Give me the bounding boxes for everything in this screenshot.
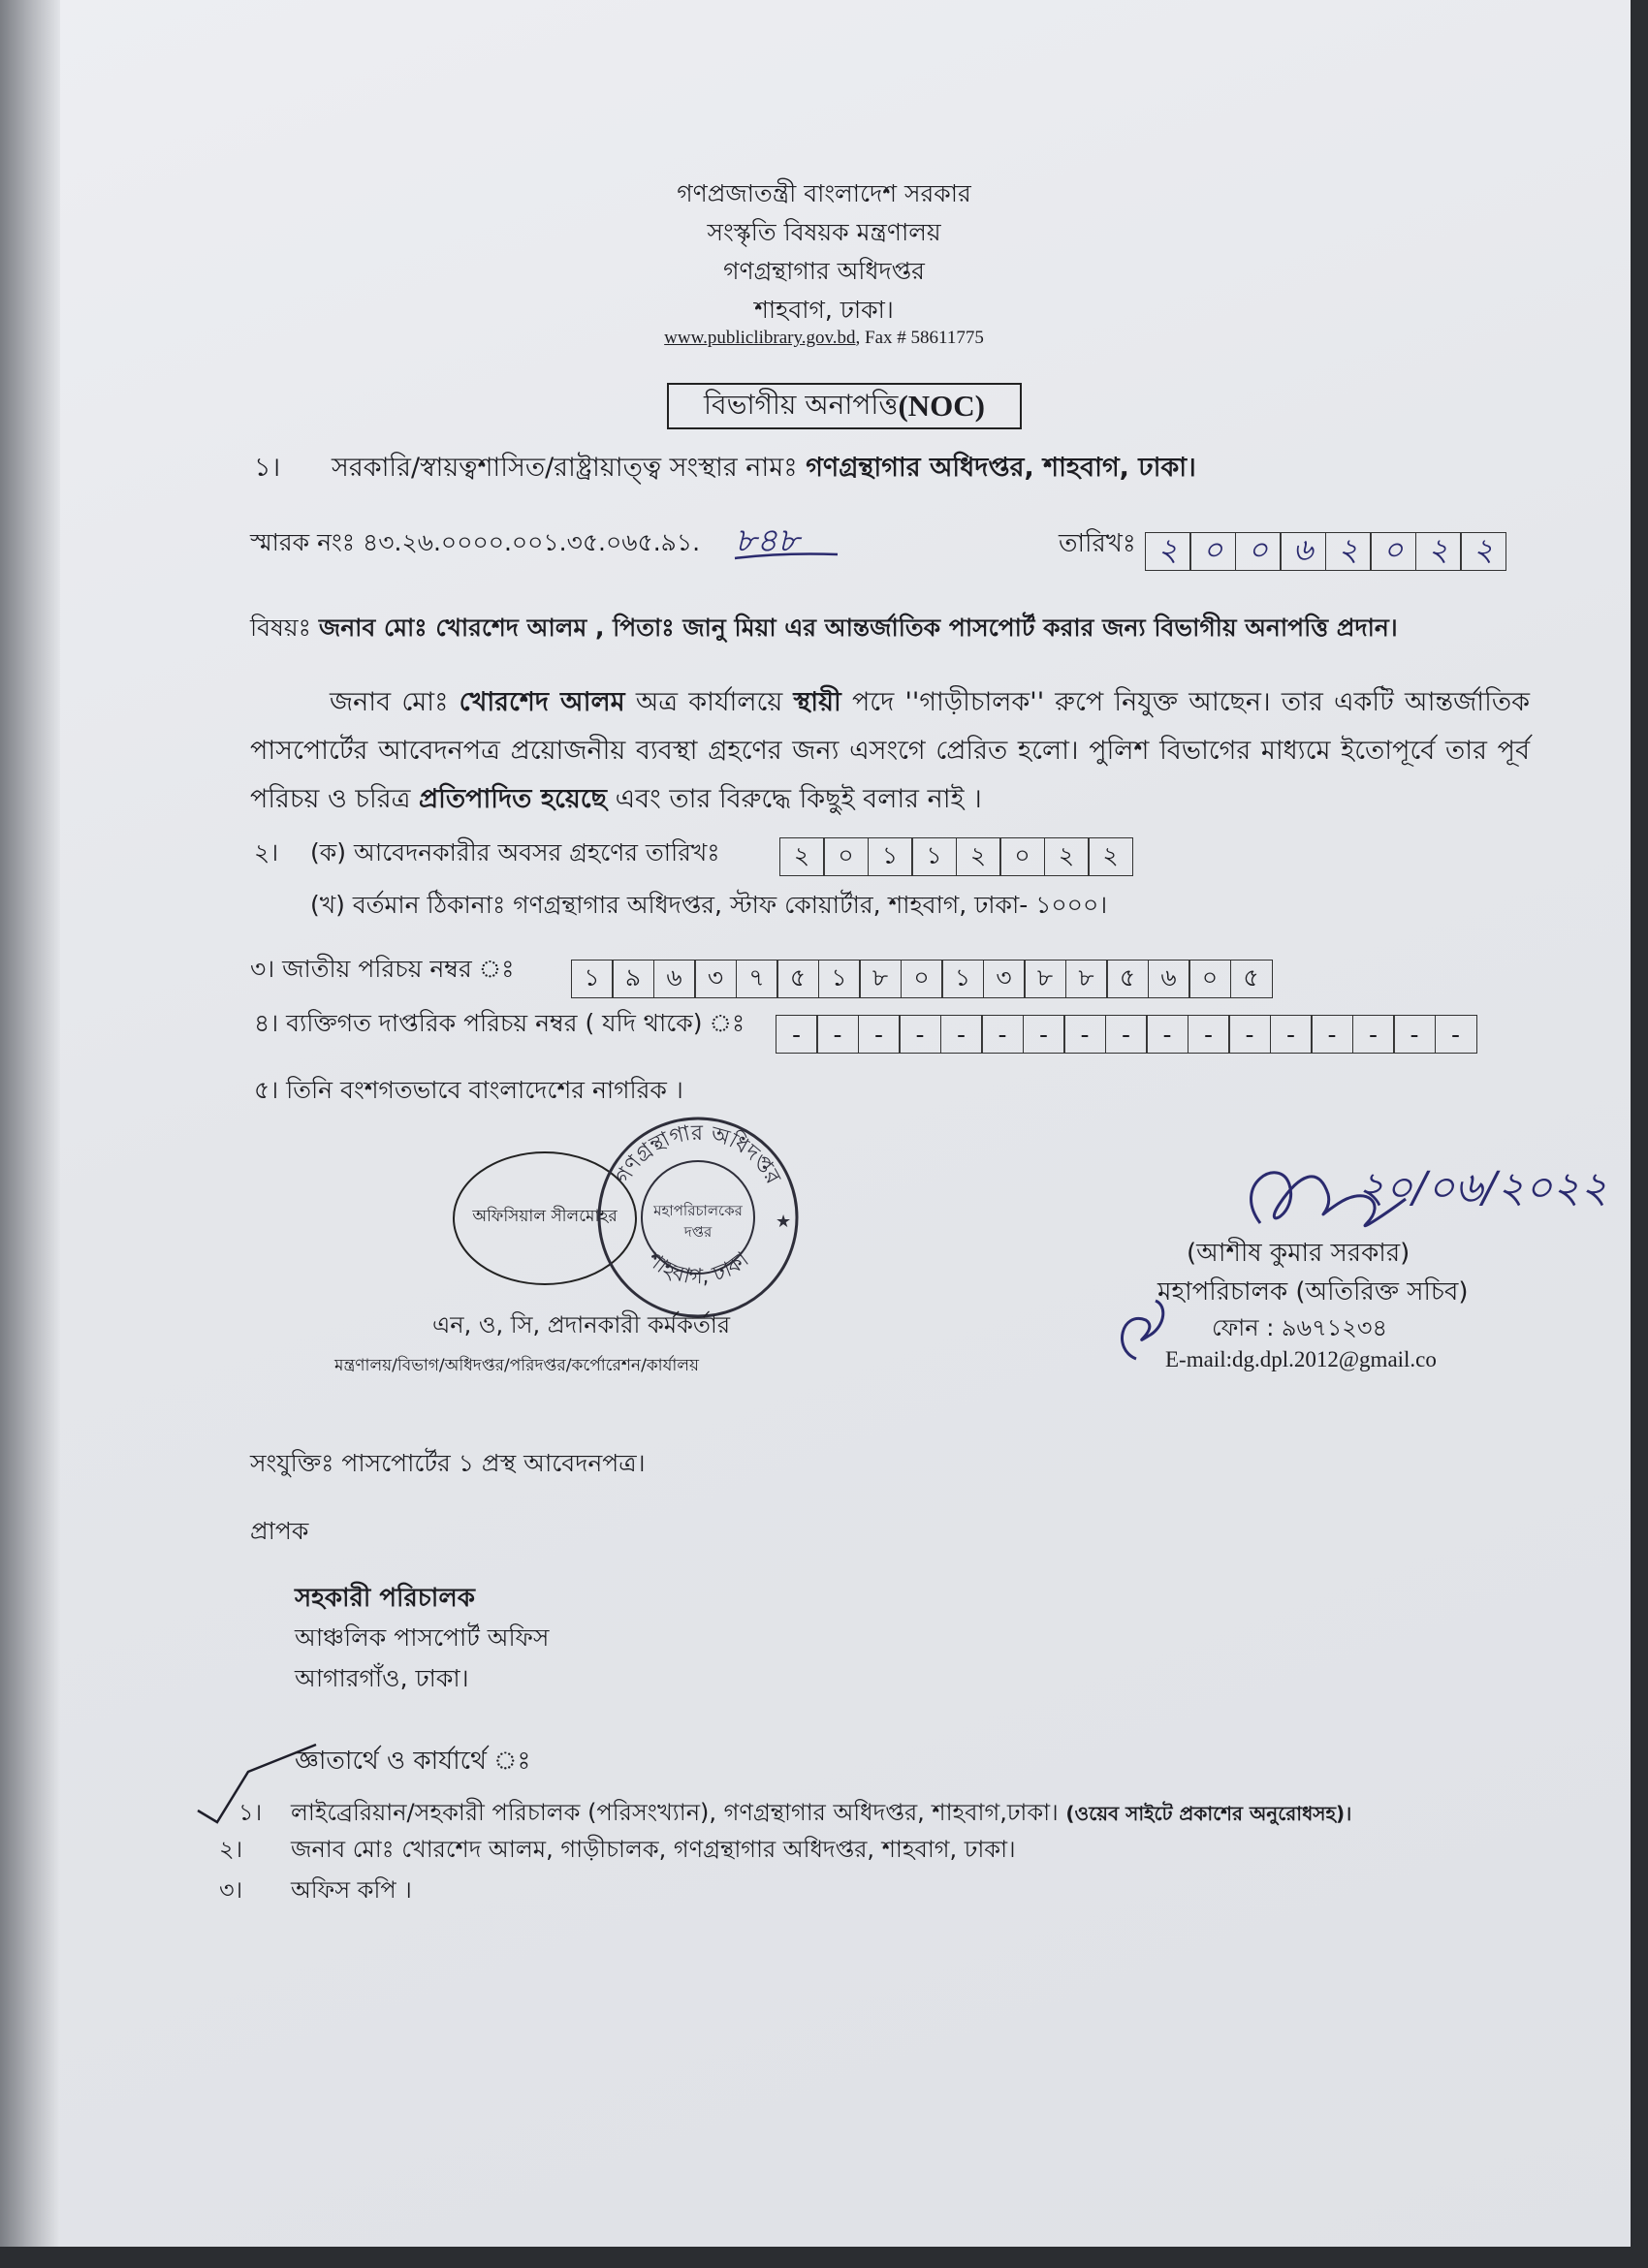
nid-digit-box: ৩ (983, 960, 1026, 998)
copy-item-3-text: অফিস কপি । (291, 1876, 412, 1904)
retirement-digit-box: ০ (823, 837, 869, 876)
date-digit-box: ৬ (1280, 532, 1326, 571)
nid-digit-box: ০ (901, 960, 943, 998)
stamp-top-text: গণগ্রন্থাগার অধিদপ্তর (611, 1120, 785, 1188)
retirement-digit-box: ১ (911, 837, 957, 876)
noc-title-bn: বিভাগীয় অনাপত্তি (703, 388, 899, 421)
ministry-name: সংস্কৃতি বিষয়ক মন্ত্রণালয় (707, 218, 941, 246)
recipient-office: আঞ্চলিক পাসপোর্ট অফিস (295, 1623, 550, 1652)
retirement-digit-box: ০ (999, 837, 1045, 876)
official-id-digit-box: - (1311, 1015, 1353, 1054)
round-office-stamp (591, 1111, 805, 1324)
post-type: স্থায়ী (793, 687, 841, 717)
official-id-digit-box: - (1228, 1015, 1271, 1054)
official-id-digit-box: - (1393, 1015, 1436, 1054)
copy-item-3-number: ৩। (219, 1876, 243, 1904)
date-digit-box: ২ (1415, 532, 1462, 571)
employee-name: খোরশেদ আলম (459, 687, 625, 717)
scan-bottom-edge (0, 2247, 1648, 2268)
official-id-digit-box: - (940, 1015, 983, 1054)
stamp-star-icon: ★ (776, 1212, 792, 1232)
nid-boxes (572, 960, 1273, 998)
subject-text: জনাব মোঃ খোরশেদ আলম , পিতাঃ জানু মিয়া এর আন্তর্জাতিক পাসপোর্ট করার জন্য বিভাগীয় অনাপত্তি প্রদান। (318, 614, 1398, 642)
memo-handwritten-number: ৮৪৮ (735, 521, 800, 560)
memo-underline-stroke (733, 549, 840, 564)
copy-item-1-text: লাইব্রেরিয়ান/সহকারী পরিচালক (পরিসংখ্যান), গণগ্রন্থাগার অধিদপ্তর, শাহবাগ,ঢাকা। (291, 1799, 1066, 1826)
org-name-value: গণগ্রন্থাগার অধিদপ্তর, শাহবাগ, ঢাকা। (806, 453, 1196, 483)
retirement-digit-box: ২ (779, 837, 825, 876)
citizenship-statement: ৫। তিনি বংশগতভাবে বাংলাদেশের নাগরিক । (254, 1076, 683, 1104)
nid-digit-box: ৮ (1024, 960, 1066, 998)
website-link[interactable]: www.publiclibrary.gov.bd (664, 328, 856, 348)
memo-number: স্মারক নংঃ ৪৩.২৬.০০০০.০০১.৩৫.০৬৫.৯১. (250, 528, 701, 556)
date-digit-box: ০ (1189, 532, 1236, 571)
official-id-digit-box: - (981, 1015, 1024, 1054)
body-text-2: অত্র কার্যালয়ে (624, 687, 794, 717)
nid-digit-box: ৫ (776, 960, 819, 998)
recipient-title: সহকারী পরিচালক (295, 1584, 475, 1613)
retirement-date-boxes (780, 837, 1133, 876)
copy-to-label: জ্ঞাতার্থে ও কার্যার্থে ঃ (295, 1747, 531, 1776)
nid-digit-box: ৮ (859, 960, 902, 998)
official-id-digit-box: - (1105, 1015, 1148, 1054)
nid-digit-box: ১ (818, 960, 861, 998)
current-address: (খ) বর্তমান ঠিকানাঃ গণগ্রন্থাগার অধিদপ্তর, স্টাফ কোয়ার্টার, শাহবাগ, ঢাকা- ১০০০। (310, 891, 1108, 919)
verified-text: প্রতিপাদিত হয়েছে (418, 784, 607, 814)
official-id-digit-box: - (1146, 1015, 1188, 1054)
noc-title-box (667, 383, 1022, 429)
official-id-digit-box: - (1063, 1015, 1106, 1054)
official-id-digit-box: - (1270, 1015, 1313, 1054)
signatory-designation: মহাপরিচালক (অতিরিক্ত সচিব) (1157, 1277, 1469, 1307)
date-digit-box: ০ (1370, 532, 1416, 571)
body-text-3: পদে ''গাড়ীচালক'' রুপে নিযুক্ত আছেন। তার একটি আন্তর্জাতিক পাসপোর্টের আবেদনপত্র প্রয়োজনীয় ব্যবস্থা গ্রহণের জন্য এসংগে প্রেরিত হলো। পুলিশ বিভাগের মাধ্যমে ইতোপূর্বে তার পূর্ব পরিচয় ও চরিত্র (250, 687, 1530, 814)
official-id-digit-box: - (1188, 1015, 1230, 1054)
nid-digit-box: ৭ (736, 960, 778, 998)
date-boxes (1146, 532, 1506, 571)
official-id-label: ৪। ব্যক্তিগত দাপ্তরিক পরিচয় নম্বর ( যদি থাকে) ঃ (254, 1009, 745, 1037)
gov-title: গণপ্রজাতন্ত্রী বাংলাদেশ সরকার (677, 179, 971, 207)
signatory-phone: ফোন : ৯৬৭১২৩৪ (1212, 1314, 1388, 1341)
nid-digit-box: ৮ (1065, 960, 1108, 998)
body-paragraph (250, 678, 1530, 824)
date-digit-box: ২ (1145, 532, 1191, 571)
recipient-label: প্রাপক (250, 1517, 309, 1545)
retirement-digit-box: ২ (956, 837, 1001, 876)
official-id-digit-box: - (1023, 1015, 1065, 1054)
noc-title-en: (NOC) (898, 389, 985, 423)
signatory-email[interactable]: E-mail:dg.dpl.2012@gmail.co (1165, 1347, 1437, 1371)
nid-digit-box: ১ (571, 960, 614, 998)
official-id-digit-box: - (899, 1015, 941, 1054)
nid-digit-box: ৩ (694, 960, 737, 998)
retirement-date-label: (ক) আবেদনকারীর অবসর গ্রহণের তারিখঃ (310, 838, 720, 866)
retirement-digit-box: ২ (1088, 837, 1133, 876)
official-id-boxes (776, 1015, 1477, 1054)
website-fax-line (0, 328, 1631, 349)
copy-item-1-note: (ওয়েব সাইটে প্রকাশের অনুরোধসহ)। (1065, 1802, 1352, 1825)
official-id-digit-box: - (1352, 1015, 1395, 1054)
signature-date: ২০/০৬/২০২২ (1357, 1163, 1608, 1213)
date-digit-box: ২ (1325, 532, 1372, 571)
org-name-label: সরকারি/স্বায়ত্বশাসিত/রাষ্ট্রায়াত্ত্ব সংস্থার নামঃ (332, 453, 807, 483)
svg-text:শাহবাগ, ঢাকা (642, 1247, 754, 1290)
official-id-digit-box: - (816, 1015, 859, 1054)
official-seal-label: অফিসিয়াল সীলমোহর (472, 1207, 618, 1226)
date-label: তারিখঃ (1059, 529, 1136, 558)
stamp-center-line2: দপ্তর (683, 1223, 713, 1241)
svg-text:গণগ্রন্থাগার অধিদপ্তর (611, 1121, 785, 1189)
official-id-digit-box: - (858, 1015, 901, 1054)
signatory-name: (আশীষ কুমার সরকার) (1187, 1239, 1410, 1268)
nid-digit-box: ৯ (612, 960, 654, 998)
department-location: শাহবাগ, ঢাকা। (754, 296, 894, 324)
office-types-caption: মন্ত্রণালয়/বিভাগ/অধিদপ্তর/পরিদপ্তর/কর্পোরেশন/কার্যালয় (334, 1356, 700, 1375)
body-text-4: এবং তার বিরুদ্ধে কিছুই বলার নাই । (607, 784, 982, 814)
recipient-place: আগারগাঁও, ঢাকা। (295, 1664, 469, 1692)
subject-label: বিষয়ঃ (250, 614, 311, 642)
nid-digit-box: ১ (941, 960, 984, 998)
date-digit-box: ২ (1460, 532, 1506, 571)
nid-label: ৩। জাতীয় পরিচয় নম্বর ঃ (250, 955, 515, 983)
subject-line (250, 609, 1398, 650)
item1-number: ১। (254, 453, 281, 483)
nid-digit-box: ৬ (653, 960, 696, 998)
nid-digit-box: ০ (1188, 960, 1231, 998)
nid-digit-box: ৬ (1148, 960, 1190, 998)
official-id-digit-box: - (1435, 1015, 1477, 1054)
body-text-1: জনাব মোঃ (330, 687, 460, 717)
copy-item-1-number: ১। (238, 1799, 263, 1826)
retirement-digit-box: ২ (1044, 837, 1090, 876)
date-digit-box: ০ (1235, 532, 1282, 571)
department-name: গণগ্রন্থাগার অধিদপ্তর (723, 257, 925, 285)
stamp-bottom-text: শাহবাগ, ঢাকা (642, 1247, 754, 1290)
official-id-digit-box: - (776, 1015, 818, 1054)
copy-item-2-number: ২। (219, 1836, 243, 1863)
item2-number: ২। (254, 838, 279, 866)
item1-line (332, 448, 1196, 491)
copy-item-2-text: জনাব মোঃ খোরশেদ আলম, গাড়ীচালক, গণগ্রন্থাগার অধিদপ্তর, শাহবাগ, ঢাকা। (291, 1836, 1016, 1863)
attachment-note: সংযুক্তিঃ পাসপোর্টের ১ প্রস্থ আবেদনপত্র। (250, 1449, 646, 1477)
retirement-digit-box: ১ (868, 837, 913, 876)
nid-digit-box: ৫ (1230, 960, 1273, 998)
copy-item-1 (291, 1795, 1351, 1834)
fax-number: , Fax # 58611775 (855, 328, 984, 348)
nid-digit-box: ৫ (1106, 960, 1149, 998)
noc-officer-caption: এন, ও, সি, প্রদানকারী কর্মকর্তার (432, 1311, 731, 1339)
stamp-center-line1: মহাপরিচালকের (653, 1202, 743, 1219)
